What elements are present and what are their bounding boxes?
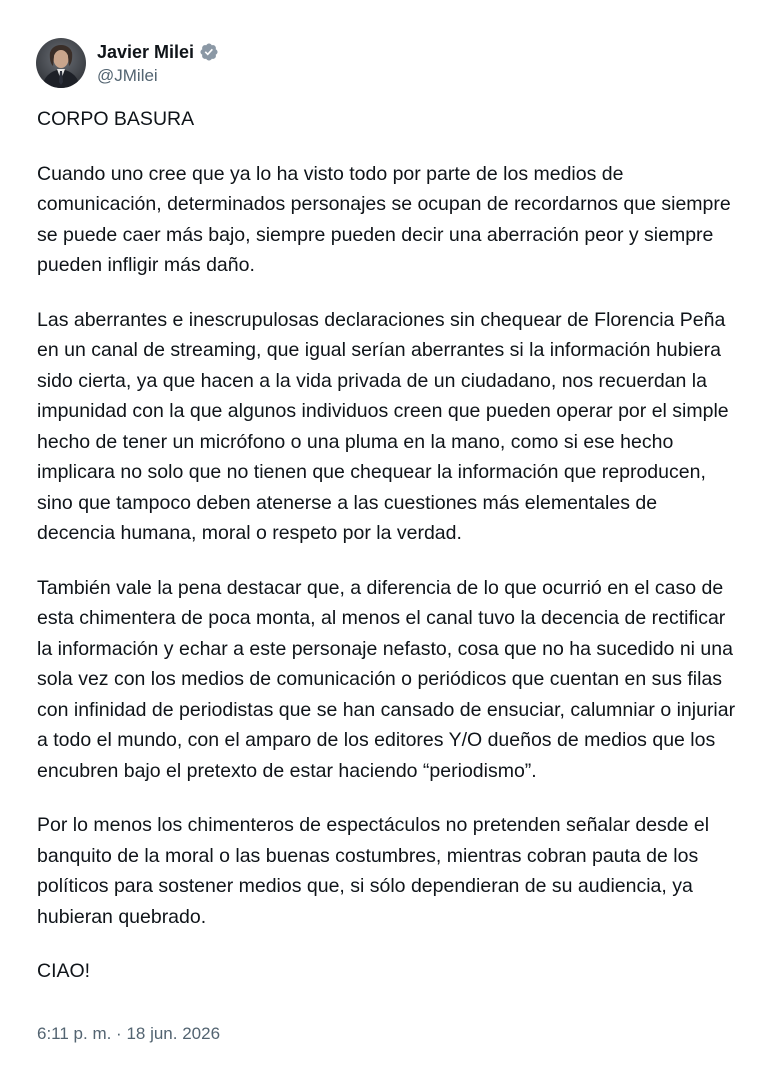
- tweet-header: [36, 38, 219, 88]
- profile-photo-icon: [36, 38, 86, 88]
- tweet-paragraph: Por lo menos los chimenteros de espectáculos no pretenden señalar desde el banquito de la moral o las buenas costumbres, mientras cobran pauta de los políticos para sostener medios que, si sólo dependieran de su audiencia, ya hubieran quebrado.: [37, 814, 710, 928]
- tweet-paragraph: CIAO!: [37, 960, 91, 982]
- tweet-paragraph: Cuando uno cree que ya lo ha visto todo por parte de los medios de comunicación, determinados personajes se ocupan de recordarnos que siempre se puede caer más bajo, siempre pueden decir una aberración peor y siempre pueden infligir más daño.: [37, 162, 731, 276]
- avatar[interactable]: [36, 38, 86, 88]
- display-name[interactable]: Javier Milei: [97, 41, 195, 62]
- tweet-paragraph: Las aberrantes e inescrupulosas declaraciones sin chequear de Florencia Peña en un canal de streaming, que igual serían aberrantes si la información hubiera sido cierta, ya que hacen a la vida privada de un ciudadano, nos recuerdan la impunidad con la que algunos individuos creen que pueden operar por el simple hecho de tener un micrófono o una pluma en la mano, como si ese hecho implicara no solo que no tienen que chequear la información que reproducen, sino que tampoco deben atenerse a las cuestiones más elementales de decencia humana, moral o respeto por la verdad.: [37, 308, 729, 544]
- tweet-text: [37, 104, 737, 1011]
- tweet-paragraph: También vale la pena destacar que, a diferencia de lo que ocurrió en el caso de esta chimentera de poca monta, al menos el canal tuvo la decencia de rectificar la información y echar a este personaje nefasto, cosa que no ha sucedido ni una sola vez con los medios de comunicación o periódicos que cuentan en sus filas con infinidad de periodistas que se han cansado de ensuciar, calumniar o injuriar a todo el mundo, con el amparo de los editores Y/O dueños de medios que los encubren bajo el pretexto de estar haciendo “periodismo”.: [37, 576, 736, 782]
- author-names: [97, 40, 219, 86]
- author-handle[interactable]: @JMilei: [97, 66, 158, 85]
- tweet-timestamp[interactable]: 6:11 p. m. · 18 jun. 2026: [37, 1024, 221, 1043]
- tweet-paragraph: CORPO BASURA: [37, 108, 195, 130]
- verified-badge-icon: [199, 42, 219, 62]
- name-row: [97, 40, 219, 64]
